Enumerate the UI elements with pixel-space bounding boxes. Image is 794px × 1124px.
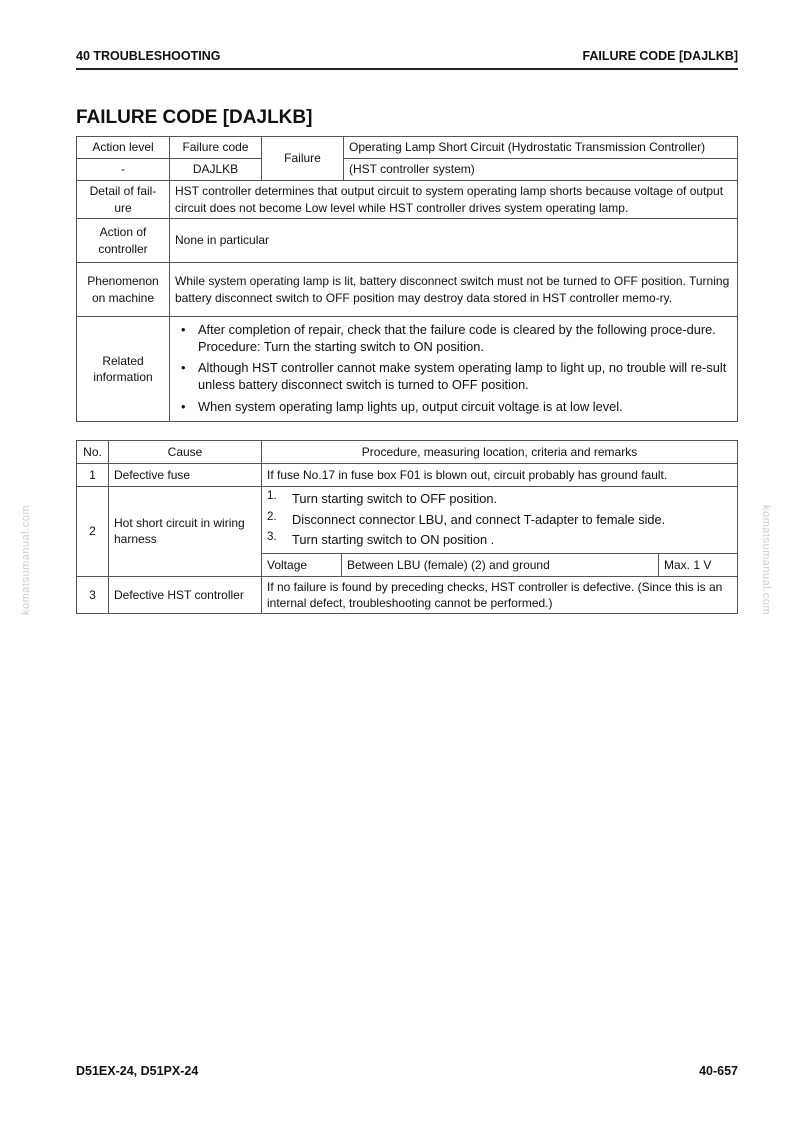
cause-table bbox=[76, 440, 738, 614]
row-remarks: If no failure is found by preceding checks, HST controller is defective. (Since this is an internal defect, troubleshooting cannot be performed.) bbox=[262, 576, 738, 613]
procedure-steps-cell bbox=[262, 487, 738, 554]
failure-label: Failure bbox=[262, 137, 344, 181]
header-no: No. bbox=[77, 441, 109, 464]
phenomenon-label: Phenomenon on machine bbox=[77, 263, 170, 317]
related-info-list bbox=[175, 322, 732, 415]
header-code-title: FAILURE CODE [DAJLKB] bbox=[582, 49, 738, 63]
failure-info-table bbox=[76, 136, 738, 422]
related-item-3: • When system operating lamp lights up, output circuit voltage is at low level. bbox=[198, 398, 623, 414]
related-procedure: Procedure: Turn the starting switch to ON position. bbox=[198, 338, 484, 354]
section-title: 40 TROUBLESHOOTING bbox=[76, 49, 221, 63]
list-item: 1. Turn starting switch to OFF position. bbox=[267, 490, 498, 506]
list-item: 3. Turn starting switch to ON position . bbox=[267, 531, 495, 548]
table-row bbox=[77, 487, 738, 554]
table-row bbox=[77, 464, 738, 487]
action-text: None in particular bbox=[170, 219, 738, 263]
page-header bbox=[76, 48, 738, 70]
watermark-left: komatsumanual.com bbox=[20, 505, 32, 615]
page-title: FAILURE CODE [DAJLKB] bbox=[76, 107, 313, 128]
list-item: 2. Disconnect connector LBU, and connect T-adapter to female side. bbox=[267, 510, 666, 527]
row-no: 1 bbox=[77, 464, 109, 487]
failure-code-value: DAJLKB bbox=[170, 159, 262, 181]
header-cause: Cause bbox=[109, 441, 262, 464]
list-item bbox=[175, 399, 732, 416]
row-cause: Defective fuse bbox=[109, 464, 262, 487]
action-level-value: - bbox=[77, 159, 170, 181]
phenomenon-text: While system operating lamp is lit, battery disconnect switch must not be turned to OFF position. Turning battery disconnect switch to OFF position may destroy data stored in HST controller memo-ry. bbox=[170, 263, 738, 317]
related-info-cell bbox=[170, 317, 738, 422]
measure-value: Max. 1 V bbox=[659, 553, 738, 576]
measure-location: Between LBU (female) (2) and ground bbox=[342, 553, 659, 576]
related-item-2: • Although HST controller cannot make system operating lamp to light up, no trouble will re-sult unless battery disconnect switch is turned to OFF position. bbox=[198, 360, 727, 392]
header-remarks: Procedure, measuring location, criteria and remarks bbox=[262, 441, 738, 464]
model-name: D51EX-24, D51PX-24 bbox=[76, 1064, 199, 1078]
row-cause: Defective HST controller bbox=[109, 576, 262, 613]
row-no: 3 bbox=[77, 576, 109, 613]
measure-label: Voltage bbox=[262, 553, 342, 576]
failure-code-label: Failure code bbox=[170, 137, 262, 159]
list-item bbox=[175, 360, 732, 393]
detail-text: HST controller determines that output circuit to system operating lamp shorts because voltage of output circuit does not become Low level while HST controller drives system operating lamp. bbox=[170, 181, 738, 219]
related-item-1: • After completion of repair, check that the failure code is cleared by the following proce-dure. bbox=[198, 322, 716, 337]
watermark-right: komatsumanual.com bbox=[760, 505, 772, 615]
procedure-steps bbox=[267, 491, 732, 549]
detail-label: Detail of fail-ure bbox=[77, 181, 170, 219]
row-remarks: If fuse No.17 in fuse box F01 is blown out, circuit probably has ground fault. bbox=[262, 464, 738, 487]
row-cause: Hot short circuit in wiring harness bbox=[109, 487, 262, 577]
table-row bbox=[77, 576, 738, 613]
row-no: 2 bbox=[77, 487, 109, 577]
list-item bbox=[175, 322, 732, 355]
action-level-label: Action level bbox=[77, 137, 170, 159]
failure-description-line2: (HST controller system) bbox=[344, 159, 738, 181]
action-label: Action of controller bbox=[77, 219, 170, 263]
related-label: Related information bbox=[77, 317, 170, 422]
page-number: 40-657 bbox=[699, 1064, 738, 1078]
failure-description-line1: Operating Lamp Short Circuit (Hydrostatic Transmission Controller) bbox=[344, 137, 738, 159]
